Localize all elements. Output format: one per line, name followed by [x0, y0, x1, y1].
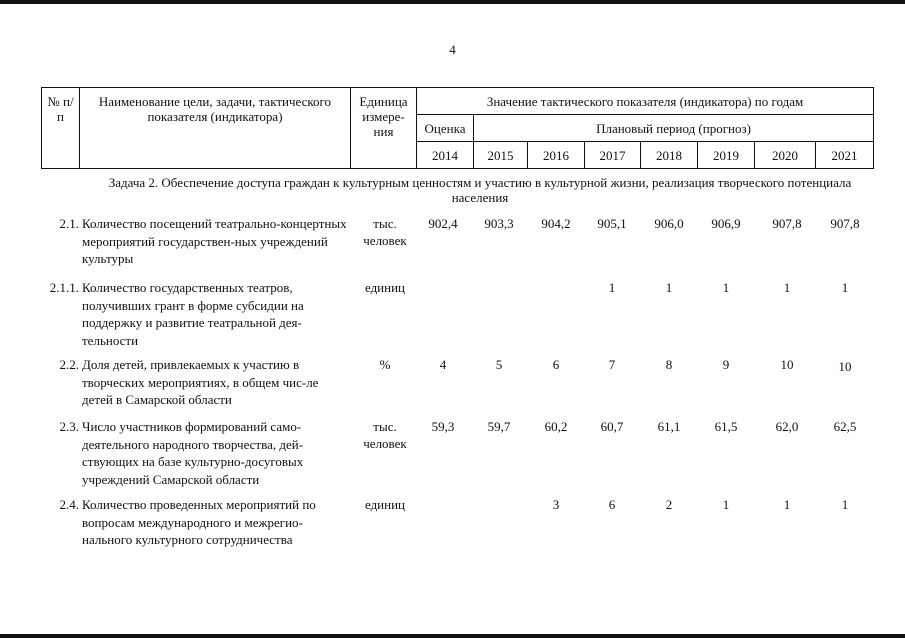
row-value-2018: 8 — [665, 357, 673, 372]
row-number: 2.1. — [59, 216, 79, 231]
bottom-border — [0, 634, 905, 638]
row-value-2020: 1 — [783, 497, 791, 512]
header-unit: Единица измере-ния — [351, 88, 417, 169]
row-value-2016: 3 — [552, 497, 560, 512]
row-name: Доля детей, привлекаемых к участию в творческих мероприятиях, в общем чис-ле детей в Самарской области — [82, 357, 319, 407]
header-name: Наименование цели, задачи, тактического показателя (индикатора) — [80, 88, 351, 169]
row-value-2018: 2 — [665, 497, 673, 512]
row-value-2020: 1 — [783, 280, 791, 295]
row-value-2021: 907,8 — [830, 216, 860, 231]
header-values: Значение тактического показателя (индикатора) по годам — [417, 88, 874, 115]
row-value-2015: 59,7 — [487, 419, 511, 434]
row-unit: % — [379, 357, 391, 372]
row-value-2014: 59,3 — [431, 419, 455, 434]
row-value-2015: 5 — [495, 357, 503, 372]
row-value-2015: 903,3 — [484, 216, 514, 231]
row-value-2014: 4 — [439, 357, 447, 372]
row-unit: единиц — [364, 497, 406, 512]
row-value-2016: 60,2 — [544, 419, 568, 434]
row-value-2021: 62,5 — [833, 419, 857, 434]
header-year: 2015 — [474, 142, 528, 169]
row-name: Количество государственных театров, получивших грант в форме субсидии на поддержку и развитие театральной дея-тельности — [82, 280, 304, 348]
row-number: 2.1.1. — [49, 280, 79, 295]
row-value-2020: 10 — [780, 357, 794, 372]
row-unit: тыс. человек — [363, 419, 407, 451]
page-number: 4 — [449, 42, 456, 57]
header-year: 2020 — [755, 142, 816, 169]
header-num: № п/п — [42, 88, 80, 169]
row-value-2018: 1 — [665, 280, 673, 295]
row-value-2021: 10 — [838, 359, 852, 374]
row-value-2019: 1 — [722, 497, 730, 512]
row-unit: единиц — [364, 280, 406, 295]
row-number: 2.4. — [59, 497, 79, 512]
header-year: 2018 — [641, 142, 698, 169]
row-unit: тыс. человек — [363, 216, 407, 248]
row-value-2019: 1 — [722, 280, 730, 295]
header-year: 2016 — [528, 142, 585, 169]
header-plan: Плановый период (прогноз) — [474, 115, 874, 142]
row-value-2017: 6 — [608, 497, 616, 512]
header-estimate: Оценка — [417, 115, 474, 142]
row-value-2016: 904,2 — [541, 216, 571, 231]
row-value-2017: 1 — [608, 280, 616, 295]
row-value-2020: 62,0 — [775, 419, 799, 434]
header-year: 2017 — [585, 142, 641, 169]
header-year: 2021 — [816, 142, 874, 169]
row-value-2019: 9 — [722, 357, 730, 372]
row-value-2019: 61,5 — [714, 419, 738, 434]
row-value-2021: 1 — [841, 497, 849, 512]
row-value-2017: 905,1 — [597, 216, 627, 231]
row-number: 2.2. — [59, 357, 79, 372]
row-name: Количество посещений театрально-концертных мероприятий государствен-ных учреждений культуры — [82, 216, 347, 266]
row-value-2020: 907,8 — [772, 216, 802, 231]
row-value-2018: 906,0 — [654, 216, 684, 231]
row-name: Число участников формирований само-деятельного народного творчества, дей-ствующих на базе культурно-досуговых учреждений Самарской области — [82, 419, 304, 487]
row-value-2017: 7 — [608, 357, 616, 372]
header-year: 2014 — [417, 142, 474, 169]
header-year: 2019 — [698, 142, 755, 169]
row-value-2016: 6 — [552, 357, 560, 372]
row-value-2019: 906,9 — [711, 216, 741, 231]
row-name: Количество проведенных мероприятий по вопросам международного и межрегио-нального культурного сотрудничества — [82, 497, 316, 547]
row-value-2021: 1 — [841, 280, 849, 295]
row-number: 2.3. — [59, 419, 79, 434]
row-value-2014: 902,4 — [428, 216, 458, 231]
top-border — [0, 0, 905, 4]
task-title: Задача 2. Обеспечение доступа граждан к культурным ценностям и участию в культурной жизни, реализация творческого потенциала населения — [108, 175, 852, 205]
row-value-2017: 60,7 — [600, 419, 624, 434]
row-value-2018: 61,1 — [657, 419, 681, 434]
header-table — [41, 87, 874, 169]
